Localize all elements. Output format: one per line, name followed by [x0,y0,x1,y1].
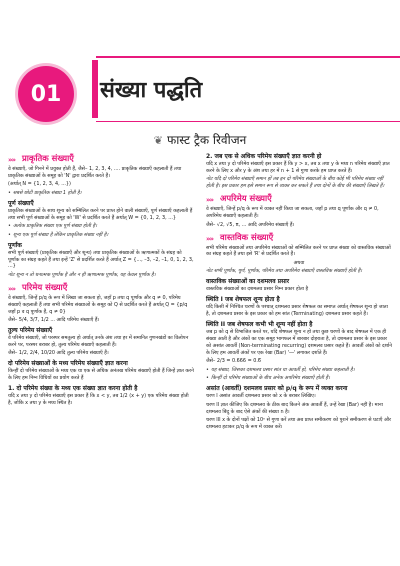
case-heading: स्थिति II जब शेषफल कभी भी शून्य नहीं होता है [206,321,313,329]
subsection-heading: पूर्ण संख्याएँ [8,199,34,207]
bullet-note: • सबसे छोटी प्राकृतिक संख्या 1 होती है। [8,190,194,197]
paragraph: वे संख्याएँ, जिन्हें p/q के रूप में व्यक्त नहीं किया जा सकता, जहाँ p तथा q पूर्णांक और q ≠ 0, अपरिमेय संख्याएँ कहलाती हैं। [206,206,379,220]
subtitle-text: फास्ट ट्रैक रिवीजन [166,133,247,147]
subsection-heading: वास्तविक संख्याओं का दशमलव प्रसार [206,278,290,286]
section-subtitle [0,131,400,148]
paragraph: प्राकृतिक संख्याओं के साथ शून्य को सम्मिलित करने पर प्राप्त होने वाली संख्याएँ, पूर्ण संख्याएँ कहलाती हैं तथा सभी पूर्ण संख्याओं के समूह को 'W' से प्रदर्शित करते हैं अर्थात् W = {0, 1, 2, 3, ...} [8,207,193,221]
note: नोट यदि दो परिमेय संख्याएँ समान हों तब इन दो परिमेय संख्याओं के बीच कोई भी परिमेय संख्या नहीं होती है। इस प्रकार हम इसे समान रूप से व्यक्त कर सकते हैं तथा दोनों के बीच की संख्याएँ लिखते हैं। [206,176,385,190]
chapter-number-badge: 01 [18,66,74,122]
paragraph: जैसे– 1/2, 2/4, 10/20 आदि तुल्य परिमेय संख्याएँ हैं। [8,350,109,357]
paragraph: वे परिमेय संख्याएँ, जो परस्पर समतुल्य हो अर्थात् उनके अंश तथा हर में समानित गुणनखंडों का विलोपन करने पर, परस्पर बराबर हो, तुल्य परिमेय संख्याएँ कहलाती हैं। [8,335,189,348]
ornament-icon: ❦ [153,134,163,147]
example: जैसे– 2/3 = 0.666 = 0.6̅ [206,358,261,365]
note: नोट शून्य न तो धनात्मक पूर्णांक है और न ही ऋणात्मक पूर्णांक, यह केवल पूर्णांक है। [8,271,156,278]
paragraph: जब p को q से विभाजित करते पर, यदि शेषफल शून्य न हो तथा कुछ चरणों के बाद शेषफल में एक ही संख्या आती है और अंकों का एक समूह भागफल में बारबार दोहराता है, तो दशमलव प्रसार के इस प्रकार को असांत आवर्ती (Non-terminating recurring) दशमलव प्रसार कहते हैं। आवर्ती अंकों को दर्शाने के लिए हम आवर्ती अंकों पर एक रेखा (Bar) '―' लगाकर दर्शाते हैं। [206,329,392,356]
paragraph: यदि x तथा y दो परिमेय संख्याएँ इस प्रकार हैं कि y > x, तब x तथा y के मध्य n परिमेय संख्याएँ ज्ञात करने के लिए x और y के अंश तथा हर में n + 1 से गुणा करके हम प्राप्त करते हैं। [206,161,390,174]
subsection-heading: तुल्य परिमेय संख्याएँ [8,327,53,335]
left-column [8,150,194,409]
section-heading: »» वास्तविक संख्याएँ [206,231,274,243]
arrows-icon: »» [206,196,214,205]
subsection-heading: 1. दो परिमेय संख्या के मध्य एक संख्या ज्ञात करना होती है [8,385,138,393]
bullet-note: • किन्हीं दो परिमेय संख्याओं के बीच अनेक अपरिमेय संख्याएँ होती हैं। [206,375,392,382]
header-rule-top [96,56,400,58]
section-heading: »» अपरिमेय संख्याएँ [206,193,272,205]
chapter-title: संख्या पद्धति [100,78,203,103]
step: चरण I असांत आवर्ती दशमलव प्रसार को x के बराबर लिखिए। [206,393,316,400]
paragraph: यदि x तथा y दो परिमेय संख्याएँ इस प्रकार हैं कि x < y, तब 1/2 (x + y) एक परिमेय संख्या होती है, जोकि x तथा y के मध्य स्थित है। [8,393,189,407]
subsection-heading: 2. जब एक से अधिक परिमेय संख्याएँ ज्ञात करनी हो [206,153,322,160]
bullet-note: • शून्य एक पूर्ण संख्या है लेकिन प्राकृतिक संख्या नहीं है। [8,232,194,239]
subsection-heading: पूर्णांक [8,241,22,249]
arrows-icon: »» [8,156,16,164]
subsection-heading: असांत (आवर्ती) दशमलव प्रसार को p/q के रूप में व्यक्त करना [206,385,348,393]
section-heading: »» प्राकृतिक संख्याएँ [8,153,74,164]
paragraph: सभी परिमेय संख्याओं तथा अपरिमेय संख्याओं को सम्मिलित करने पर प्राप्त संख्या को वास्तविक संख्याओं का संग्रह कहते हैं तथा इसे 'R' से प्रदर्शित करते हैं। [206,244,391,258]
paragraph: वे संख्याएँ, जो गिनने में प्रयुक्त होती हैं, जैसे– 1, 2, 3, 4, .... प्राकृतिक संख्याएँ कहलाती हैं तथा प्राकृतिक संख्याओं के समूह को 'N' द्वारा प्रदर्शित करते हैं। [8,166,182,179]
paragraph: वास्तविक संख्याओं का दशमलव प्रसार निम्न प्रकार होता है [206,286,309,293]
paragraph: सभी पूर्ण संख्याएँ (प्राकृतिक संख्याएँ और शून्य) तथा प्राकृतिक संख्याओं के ऋणात्मकों के संग्रह को पूर्णांक का संग्रह कहते हैं तथा इन्हें 'Z' से प्रदर्शित करते हैं अर्थात् Z = {..., –3, –2, –1, 0, 1, 2, 3, ...} [8,249,194,270]
header-accent-bar [92,60,98,118]
arrows-icon: »» [206,234,214,243]
paragraph: किन्हीं दो परिमेय संख्याओं के मध्य एक या एक से अधिक अनंतख परिमेय संख्याएँ होती हैं जिन्हें ज्ञात करने के लिए हम निम्न विधियों का प्रयोग करते हैं [8,368,194,382]
bullet-note: • यह संख्या, जिसका दशमलव प्रसार सांत या आवर्ती हो, परिमेय संख्या कहलाती है। [206,367,392,374]
paragraph: जैसे– √2, √5, π, ... आदि अपरिमेय संख्याएँ हैं। [206,221,295,228]
arrows-icon: »» [8,284,16,293]
paragraph: जैसे– 5/4, 3/7, 1/2 ... आदि परिमेय संख्याएँ हैं। [8,317,100,324]
step: चरण II ज्ञात कीजिए कि दशमलव के ठीक बाद कितने अंक आवर्ती हैं, उन्हें रेखा (Bar) नहीं है। माना दशमलव बिंदु के बाद ऐसे अंकों की संख्या n है। [206,401,383,415]
paragraph: वे संख्याएँ, जिन्हें p/q के रूप में लिखा जा सकता हो, जहाँ p तथा q पूर्णांक और q ≠ 0, परिमेय संख्याएँ कहलाती हैं तथा सभी परिमेय संख्याओं के समूह को Q से प्रदर्शित करते हैं अर्थात् Q = {p/q जहाँ p व q पूर्णांक हैं, q ≠ 0} [8,294,188,315]
case-heading: स्थिति I जब शेषफल शून्य होता है [206,296,280,304]
subsection-heading: दो परिमेय संख्याओं के मध्य परिमेय संख्याएँ ज्ञात करना [8,360,128,368]
or-separator: अथवा [293,259,305,266]
step: चरण III x के दोनों पक्षों को 10ⁿ से गुणा करें तथा अब प्राप्त समीकरण को पुराने समीकरण से घटाएँ और दशमलव हटाकर p/q के रूप में व्यक्त करें। [206,417,391,430]
paragraph: यदि किसी में निश्चित चरणों के पश्चात् दशमलव प्रसार शेषफल का समाप्त अर्थात् शेषफल शून्य हो जाता है, तो दशमलव प्रसार के इस प्रकार को हम सांत (Terminating) दशमलव प्रसार कहते हैं। [206,304,388,318]
section-heading: »» परिमेय संख्याएँ [8,281,68,293]
note: नोट सभी पूर्णांक, पूर्ण, पूर्णांक, परिमेय तथा अपरिमेय संख्याएँ वास्तविक संख्याएँ होती हैं। [206,268,363,275]
paragraph: (अर्थात् N = {1, 2, 3, 4, ...}) [8,181,71,188]
header-rule-bottom [96,121,400,122]
right-column [206,150,392,433]
bullet-note: • अत्येक प्राकृतिक संख्या एक पूर्ण संख्या होती है। [8,223,194,230]
